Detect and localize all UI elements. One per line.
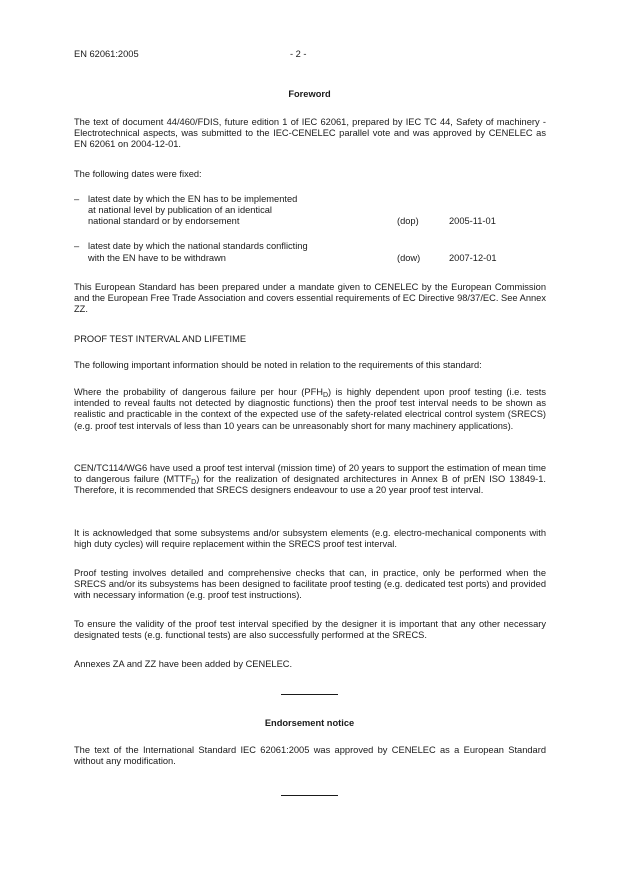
list-dash: – [74, 241, 80, 251]
section-divider [281, 795, 338, 796]
section-divider [281, 694, 338, 695]
acknowledgement-paragraph: It is acknowledged that some subsystems and/or subsystem elements (e.g. electro-mechanical components with high duty cycles) will require replacement within the SRECS proof test interval. [74, 528, 546, 550]
foreword-title: Foreword [288, 89, 331, 99]
list-dash: – [74, 194, 80, 204]
foreword-paragraph: The text of document 44/460/FDIS, future edition 1 of IEC 62061, prepared by IEC TC 44, Safety of machinery - Electrotechnical aspects, was submitted to the IEC-CENELEC parallel vote and was approved by CENELEC as EN 62061 on 2004-12-01. [74, 117, 546, 150]
document-id: EN 62061:2005 [74, 49, 139, 59]
date-abbreviation: (dow) [397, 253, 421, 263]
proof-test-heading: PROOF TEST INTERVAL AND LIFETIME [74, 334, 247, 344]
dates-intro: The following dates were fixed: [74, 169, 202, 179]
proof-testing-paragraph: Proof testing involves detailed and comprehensive checks that can, in practice, only be performed when the SRECS and/or its subsystems has been designed to facilitate proof testing (e.g. dedicated test ports) and provided with necessary information (e.g. proof test instructions). [74, 568, 546, 601]
date-value: 2007-12-01 [449, 253, 497, 263]
annex-note: Annexes ZA and ZZ have been added by CENELEC. [74, 659, 293, 669]
date-value: 2005-11-01 [449, 216, 496, 226]
date-item-line: national standard or by endorsement [88, 216, 240, 226]
date-abbreviation: (dop) [397, 216, 419, 226]
validity-paragraph: To ensure the validity of the proof test interval specified by the designer it is important that any other necessary designated tests (e.g. functional tests) are also successfully performed at the SRECS. [74, 619, 546, 641]
date-item-line: at national level by publication of an identical [88, 205, 272, 215]
date-item-line: latest date by which the EN has to be implemented [88, 194, 298, 204]
date-item-line: latest date by which the national standards conflicting [88, 241, 308, 251]
page-number: - 2 - [290, 49, 307, 59]
proof-test-intro: The following important information should be noted in relation to the requirements of this standard: [74, 360, 482, 370]
pfh-paragraph: Where the probability of dangerous failure per hour $(PFH_D)$ is highly dependent upon proof testing (i.e. tests intended to reveal faults not detected by diagnostic functions) then the proof test interval needs to be shown as realistic and practicable in the context of the expected use of the safety-related electrical control system (SRECS) (e.g. proof test intervals of less than 10 years can be unreasonably short for many machinery applications). [74, 387, 547, 431]
date-item-line: with the EN have to be withdrawn [88, 253, 226, 263]
mandate-paragraph: This European Standard has been prepared under a mandate given to CENELEC by the European Commission and the European Free Trade Association and covers essential requirements of EC Directive 98/37/EC. See Annex ZZ. [74, 282, 546, 315]
cen-wg6-paragraph: CEN/TC114/WG6 have used a proof test interval (mission time) of 20 years to support the estimation of mean time to dangerous failure $(MTTF_D)$ for the realization of designated architectures in Annex B of prEN ISO 13849-1. Therefore, it is recommended that SRECS designers endeavour to use a 20 year proof test interval. [74, 463, 546, 496]
endorsement-text: The text of the International Standard IEC 62061:2005 was approved by CENELEC as a European Standard without any modification. [74, 745, 546, 767]
endorsement-title: Endorsement notice [264, 718, 355, 728]
